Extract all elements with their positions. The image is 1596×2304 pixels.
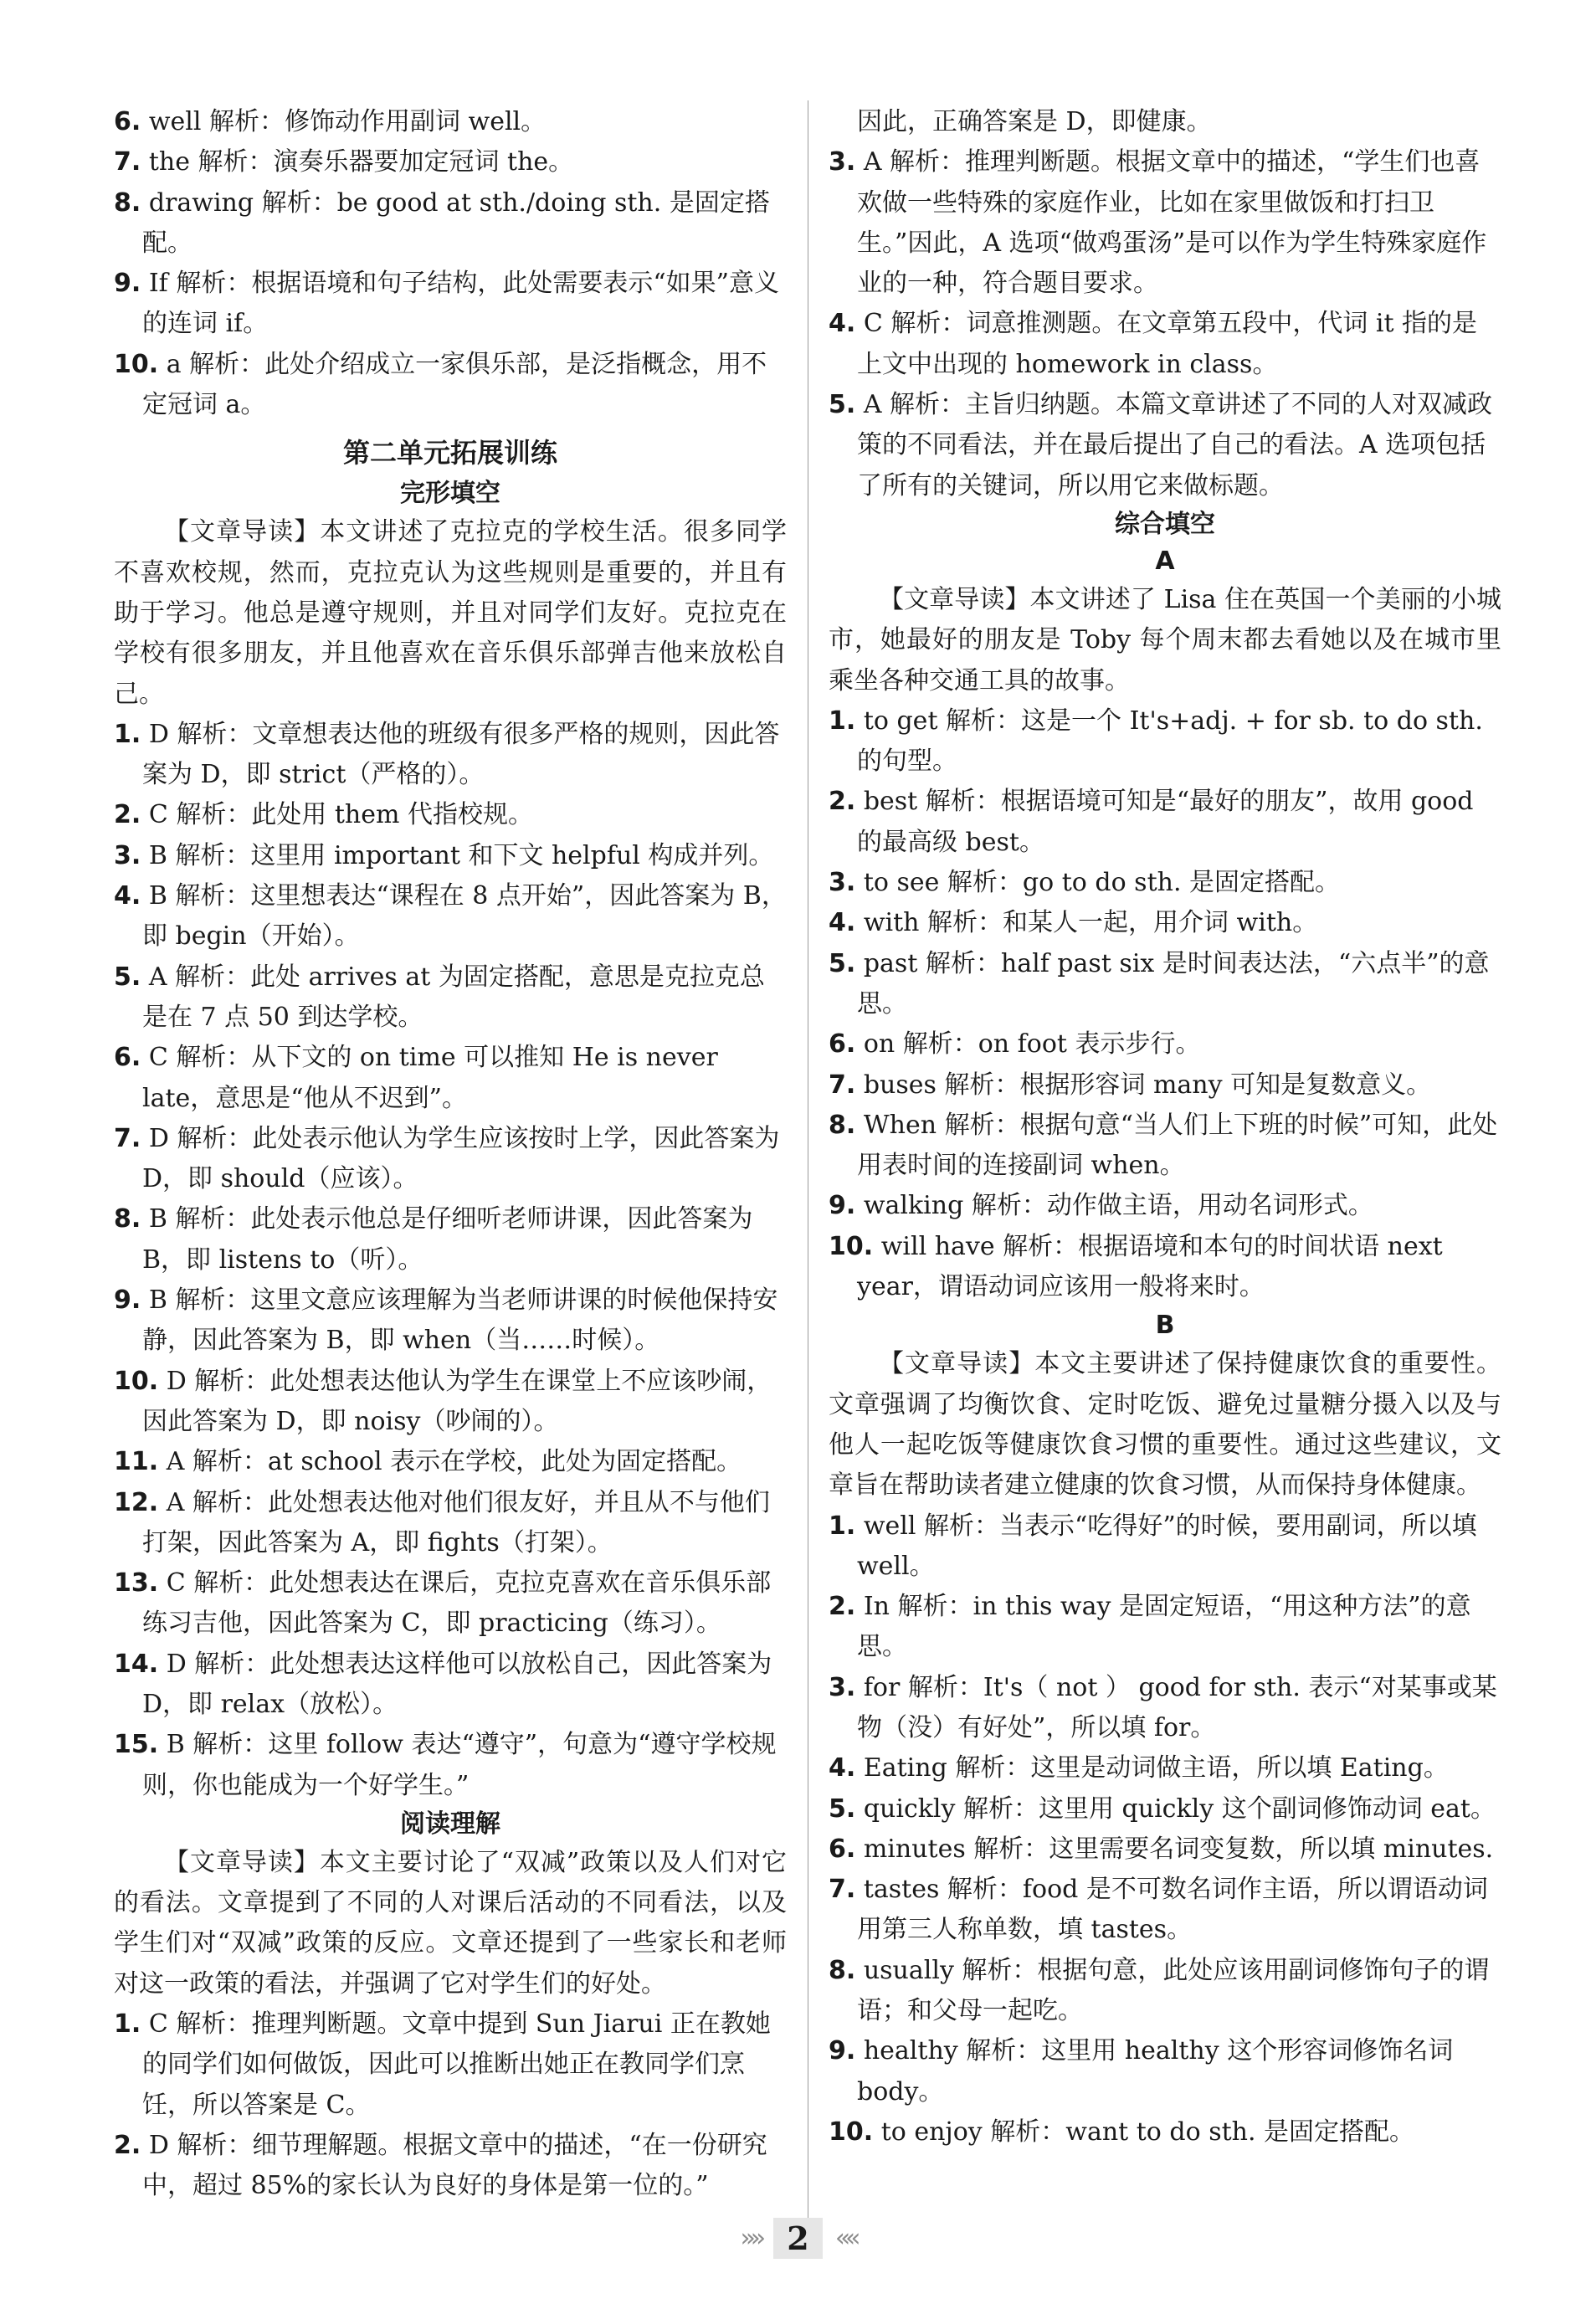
answer-text: with 解析：和某人一起，用介词 with。 [863,908,1318,938]
reading-answer-continued: 因此，正确答案是 D，即健康。 [857,107,1212,136]
right-column [829,102,1501,2153]
answer-text: D 解析：此处想表达这样他可以放松自己，因此答案为 D，即 relax（放松）。 [142,1649,772,1719]
answer-text: A 解析：主旨归纳题。本篇文章讲述了不同的人对双减政策的不同看法，并在最后提出了自己的看法。A 选项包括了所有的关键词，所以用它来做标题。 [857,390,1493,500]
answer-text: A 解析：at school 表示在学校，此处为固定搭配。 [166,1447,742,1477]
answer-item [114,957,787,1039]
answer-number: 1. [829,706,856,736]
answer-number: 13. [114,1568,159,1598]
answer-text: B 解析：此处表示他总是仔细听老师讲课，因此答案为 B，即 listens to（听）。 [142,1204,753,1275]
answer-text: A 解析：此处想表达他对他们很友好，并且从不与他们打架，因此答案为 A，即 fights（打架）。 [142,1487,770,1557]
answer-number: 4. [114,881,141,911]
answer-text: well 解析：当表示“吃得好”的时候，要用副词，所以填 well。 [857,1511,1477,1581]
unit1-answers-tail [114,102,787,425]
answer-item [829,782,1501,863]
answer-item [114,1483,787,1564]
answer-number: 10. [829,1231,874,1261]
answer-number: 14. [114,1649,159,1679]
answer-number: 9. [114,269,141,299]
cloze-answers [114,715,787,1806]
page-footer [0,2218,1596,2268]
answer-number: 9. [829,1191,856,1221]
section-a-intro: 【文章导读】本文讲述了 Lisa 住在英国一个美丽的小城市，她最好的朋友是 Toby 每个周末都去看她以及在城市里乘坐各种交通工具的故事。 [829,584,1501,695]
answer-text: walking 解析：动作做主语，用动名词形式。 [863,1191,1373,1221]
answer-item [829,1186,1501,1226]
answer-item [114,1442,787,1482]
answer-number: 10. [114,1366,159,1396]
answer-text: C 解析：词意推测题。在文章第五段中，代词 it 指的是上文中出现的 homework in class。 [857,309,1478,379]
answer-item [829,304,1501,385]
answer-item [114,2004,787,2126]
answer-item [829,863,1501,903]
answer-item [829,1587,1501,1668]
answer-number: 4. [829,1753,856,1783]
reading-answers-continued [829,142,1501,506]
left-column [114,102,787,2207]
answer-text: A 解析：此处 arrives at 为固定搭配，意思是克拉克总是在 7 点 50 到达学校。 [142,962,765,1032]
answer-item [829,2112,1501,2153]
answer-item [114,836,787,876]
answer-text: to see 解析：go to do sth. 是固定搭配。 [863,868,1341,898]
answer-item [114,2126,787,2207]
answer-text: best 解析：根据语境可知是“最好的朋友”，故用 good 的最高级 best。 [857,787,1474,857]
answer-number: 11. [114,1447,159,1477]
answer-text: D 解析：文章想表达他的班级有很多严格的规则，因此答案为 D，即 strict（严格的）。 [142,719,780,790]
answer-number: 5. [829,948,856,978]
fill-heading: 综合填空 [1115,509,1215,539]
answer-item [114,1280,787,1362]
answer-text: C 解析：此处用 them 代指校规。 [148,800,533,830]
answer-text: When 解析：根据句意“当人们上下班的时候”可知，此处用表时间的连接副词 when。 [857,1110,1498,1181]
answer-item [114,1038,787,1119]
answer-text: Eating 解析：这里是动词做主语，所以填 Eating。 [863,1753,1449,1783]
answer-text: D 解析：细节理解题。根据文章中的描述，“在一份研究中，超过 85%的家长认为良好的身体是第一位的。” [142,2130,767,2201]
answer-item [829,903,1501,943]
answer-text: quickly 解析：这里用 quickly 这个副词修饰动词 eat。 [863,1793,1496,1824]
answer-text: C 解析：此处想表达在课后，克拉克喜欢在音乐俱乐部练习吉他，因此答案为 C，即 practicing（练习）。 [142,1568,772,1639]
answer-number: 9. [829,2036,856,2066]
answer-text: usually 解析：根据句意，此处应该用副词修饰句子的谓语；和父母一起吃。 [857,1955,1490,2026]
answer-number: 4. [829,908,856,938]
footer-arrows-right: «« [834,2224,856,2253]
answer-item [829,1668,1501,1749]
footer-arrows-left: »» [740,2224,762,2253]
answer-item [114,715,787,796]
answer-number: 2. [114,800,141,830]
reading-heading: 阅读理解 [400,1809,500,1839]
answer-item [114,1645,787,1726]
answer-text: D 解析：此处想表达他认为学生在课堂上不应该吵闹，因此答案为 D，即 noisy（吵闹的）。 [142,1366,772,1436]
answer-item [114,264,787,345]
answer-item [829,2031,1501,2112]
cloze-intro: 【文章导读】本文讲述了克拉克的学校生活。很多同学不喜欢校规，然而，克拉克认为这些规则是重要的，并且有助于学习。他总是遵守规则，并且对同学们友好。克拉克在学校有很多朋友，并且他喜欢在音乐俱乐部弹吉他来放松自己。 [114,517,787,709]
answer-item [114,142,787,182]
answer-number: 10. [114,349,159,379]
answer-number: 2. [829,787,856,817]
answer-item [114,345,787,426]
answer-item [829,1789,1501,1829]
answer-item [114,1199,787,1280]
answer-text: C 解析：推理判断题。文章中提到 Sun Jiarui 正在教她的同学们如何做饭，因此可以推断出她正在教同学们烹饪，所以答案是 C。 [142,2009,771,2120]
answer-text: on 解析：on foot 表示步行。 [863,1029,1201,1060]
answer-item [114,1563,787,1645]
answer-text: well 解析：修饰动作用副词 well。 [148,107,547,136]
answer-item [114,1119,787,1200]
answer-number: 9. [114,1285,141,1316]
answer-number: 8. [829,1110,856,1140]
answer-text: will have 解析：根据语境和本句的时间状语 next year，谓语动词应该用一般将来时。 [857,1231,1443,1302]
answer-text: past 解析：half past six 是时间表达法，“六点半”的意思。 [857,948,1490,1019]
answer-number: 1. [114,719,141,749]
answer-text: B 解析：这里 follow 表达“遵守”，句意为“遵守学校规则，你也能成为一个好学生。” [142,1730,777,1800]
section-a-answers [829,701,1501,1307]
answer-item [114,876,787,957]
answer-number: 5. [829,1793,856,1824]
answer-item [114,1362,787,1443]
answer-item [829,944,1501,1025]
answer-number: 10. [829,2117,874,2147]
section-b-intro: 【文章导读】本文主要讲述了保持健康饮食的重要性。文章强调了均衡饮食、定时吃饭、避免过量糖分摄入以及与他人一起吃饭等健康饮食习惯的重要性。通过这些建议，文章旨在帮助读者建立健康的饮食习惯，从而保持身体健康。 [829,1349,1501,1501]
unit-title: 第二单元拓展训练 [342,437,557,470]
answer-number: 5. [114,962,141,992]
answer-text: B 解析：这里用 important 和下文 helpful 构成并列。 [148,840,774,870]
answer-number: 8. [114,1204,141,1234]
answer-item [829,1870,1501,1951]
answer-item [829,1106,1501,1187]
answer-text: A 解析：推理判断题。根据文章中的描述，“学生们也喜欢做一些特殊的家庭作业，比如在家里做饭和打扫卫生。”因此，A 选项“做鸡蛋汤”是可以作为学生特殊家庭作业的一种，符合题目要求。 [857,147,1487,299]
answer-item [829,1506,1501,1588]
answer-number: 3. [829,147,856,177]
answer-number: 7. [114,1123,141,1153]
answer-text: If 解析：根据语境和句子结构，此处需要表示“如果”意义的连词 if。 [142,269,779,339]
reading-answers [114,2004,787,2206]
answer-number: 12. [114,1487,159,1517]
answer-number: 1. [114,2009,141,2040]
answer-number: 7. [829,1070,856,1100]
answer-number: 2. [829,1592,856,1622]
answer-item [829,1024,1501,1065]
answer-number: 8. [829,1955,856,1985]
answer-number: 6. [114,1043,141,1073]
answer-text: healthy 解析：这里用 healthy 这个形容词修饰名词 body。 [857,2036,1454,2106]
answer-text: C 解析：从下文的 on time 可以推知 He is never late，意思是“他从不迟到”。 [142,1043,718,1113]
answer-number: 15. [114,1730,159,1760]
answer-item [114,795,787,835]
answer-item [829,142,1501,304]
answer-number: 6. [829,1834,856,1864]
answer-text: for 解析：It's（ not ） good for sth. 表示“对某事或某物（没）有好处”，所以填 for。 [857,1672,1497,1742]
answer-text: to get 解析：这是一个 It's+adj. + for sb. to do sth. 的句型。 [857,706,1483,777]
answer-number: 8. [114,187,141,218]
section-a-label: A [1155,546,1175,576]
answer-text: D 解析：此处表示他认为学生应该按时上学，因此答案为 D，即 should（应该）。 [142,1123,780,1194]
answer-item [829,1951,1501,2032]
answer-number: 7. [829,1875,856,1905]
answer-item [829,701,1501,783]
answer-number: 2. [114,2130,141,2160]
answer-item [114,183,787,264]
answer-item [829,1227,1501,1308]
answer-text: drawing 解析：be good at sth./doing sth. 是固定搭配。 [142,187,770,258]
answer-text: B 解析：这里想表达“课程在 8 点开始”，因此答案为 B，即 begin（开始）。 [142,881,787,952]
answer-number: 5. [829,390,856,420]
answer-item [114,1725,787,1806]
answer-item [114,102,787,142]
answer-text: B 解析：这里文意应该理解为当老师讲课的时候他保持安静，因此答案为 B，即 when（当……时候）。 [142,1285,778,1356]
answer-text: tastes 解析：food 是不可数名词作主语，所以谓语动词用第三人称单数，填 tastes。 [857,1875,1488,1945]
answer-text: to enjoy 解析：want to do sth. 是固定搭配。 [880,2117,1415,2147]
answer-number: 4. [829,309,856,339]
page-number: 2 [773,2218,822,2259]
answer-item [829,385,1501,506]
reading-intro: 【文章导读】本文主要讨论了“双减”政策以及人们对它的看法。文章提到了不同的人对课后活动的不同看法，以及学生们对“双减”政策的反应。文章还提到了一些家长和老师对这一政策的看法，并强调了它对学生们的好处。 [114,1847,787,1999]
section-b-label: B [1155,1311,1175,1341]
cloze-heading: 完形填空 [400,479,500,509]
answer-number: 1. [829,1511,856,1541]
answer-text: minutes 解析：这里需要名词变复数，所以填 minutes. [863,1834,1494,1864]
answer-number: 3. [829,1672,856,1702]
answer-number: 6. [829,1029,856,1060]
answer-number: 3. [114,840,141,870]
answer-number: 7. [114,147,141,177]
section-b-answers [829,1506,1501,2153]
answer-text: the 解析：演奏乐器要加定冠词 the。 [148,147,574,177]
answer-text: buses 解析：根据形容词 many 可知是复数意义。 [863,1070,1432,1100]
answer-number: 3. [829,868,856,898]
answer-text: a 解析：此处介绍成立一家俱乐部，是泛指概念，用不定冠词 a。 [142,349,767,420]
answer-item [829,1748,1501,1788]
answer-item [829,1829,1501,1870]
answer-number: 6. [114,107,141,136]
answer-item [829,1065,1501,1106]
answer-text: In 解析：in this way 是固定短语，“用这种方法”的意思。 [857,1592,1471,1662]
